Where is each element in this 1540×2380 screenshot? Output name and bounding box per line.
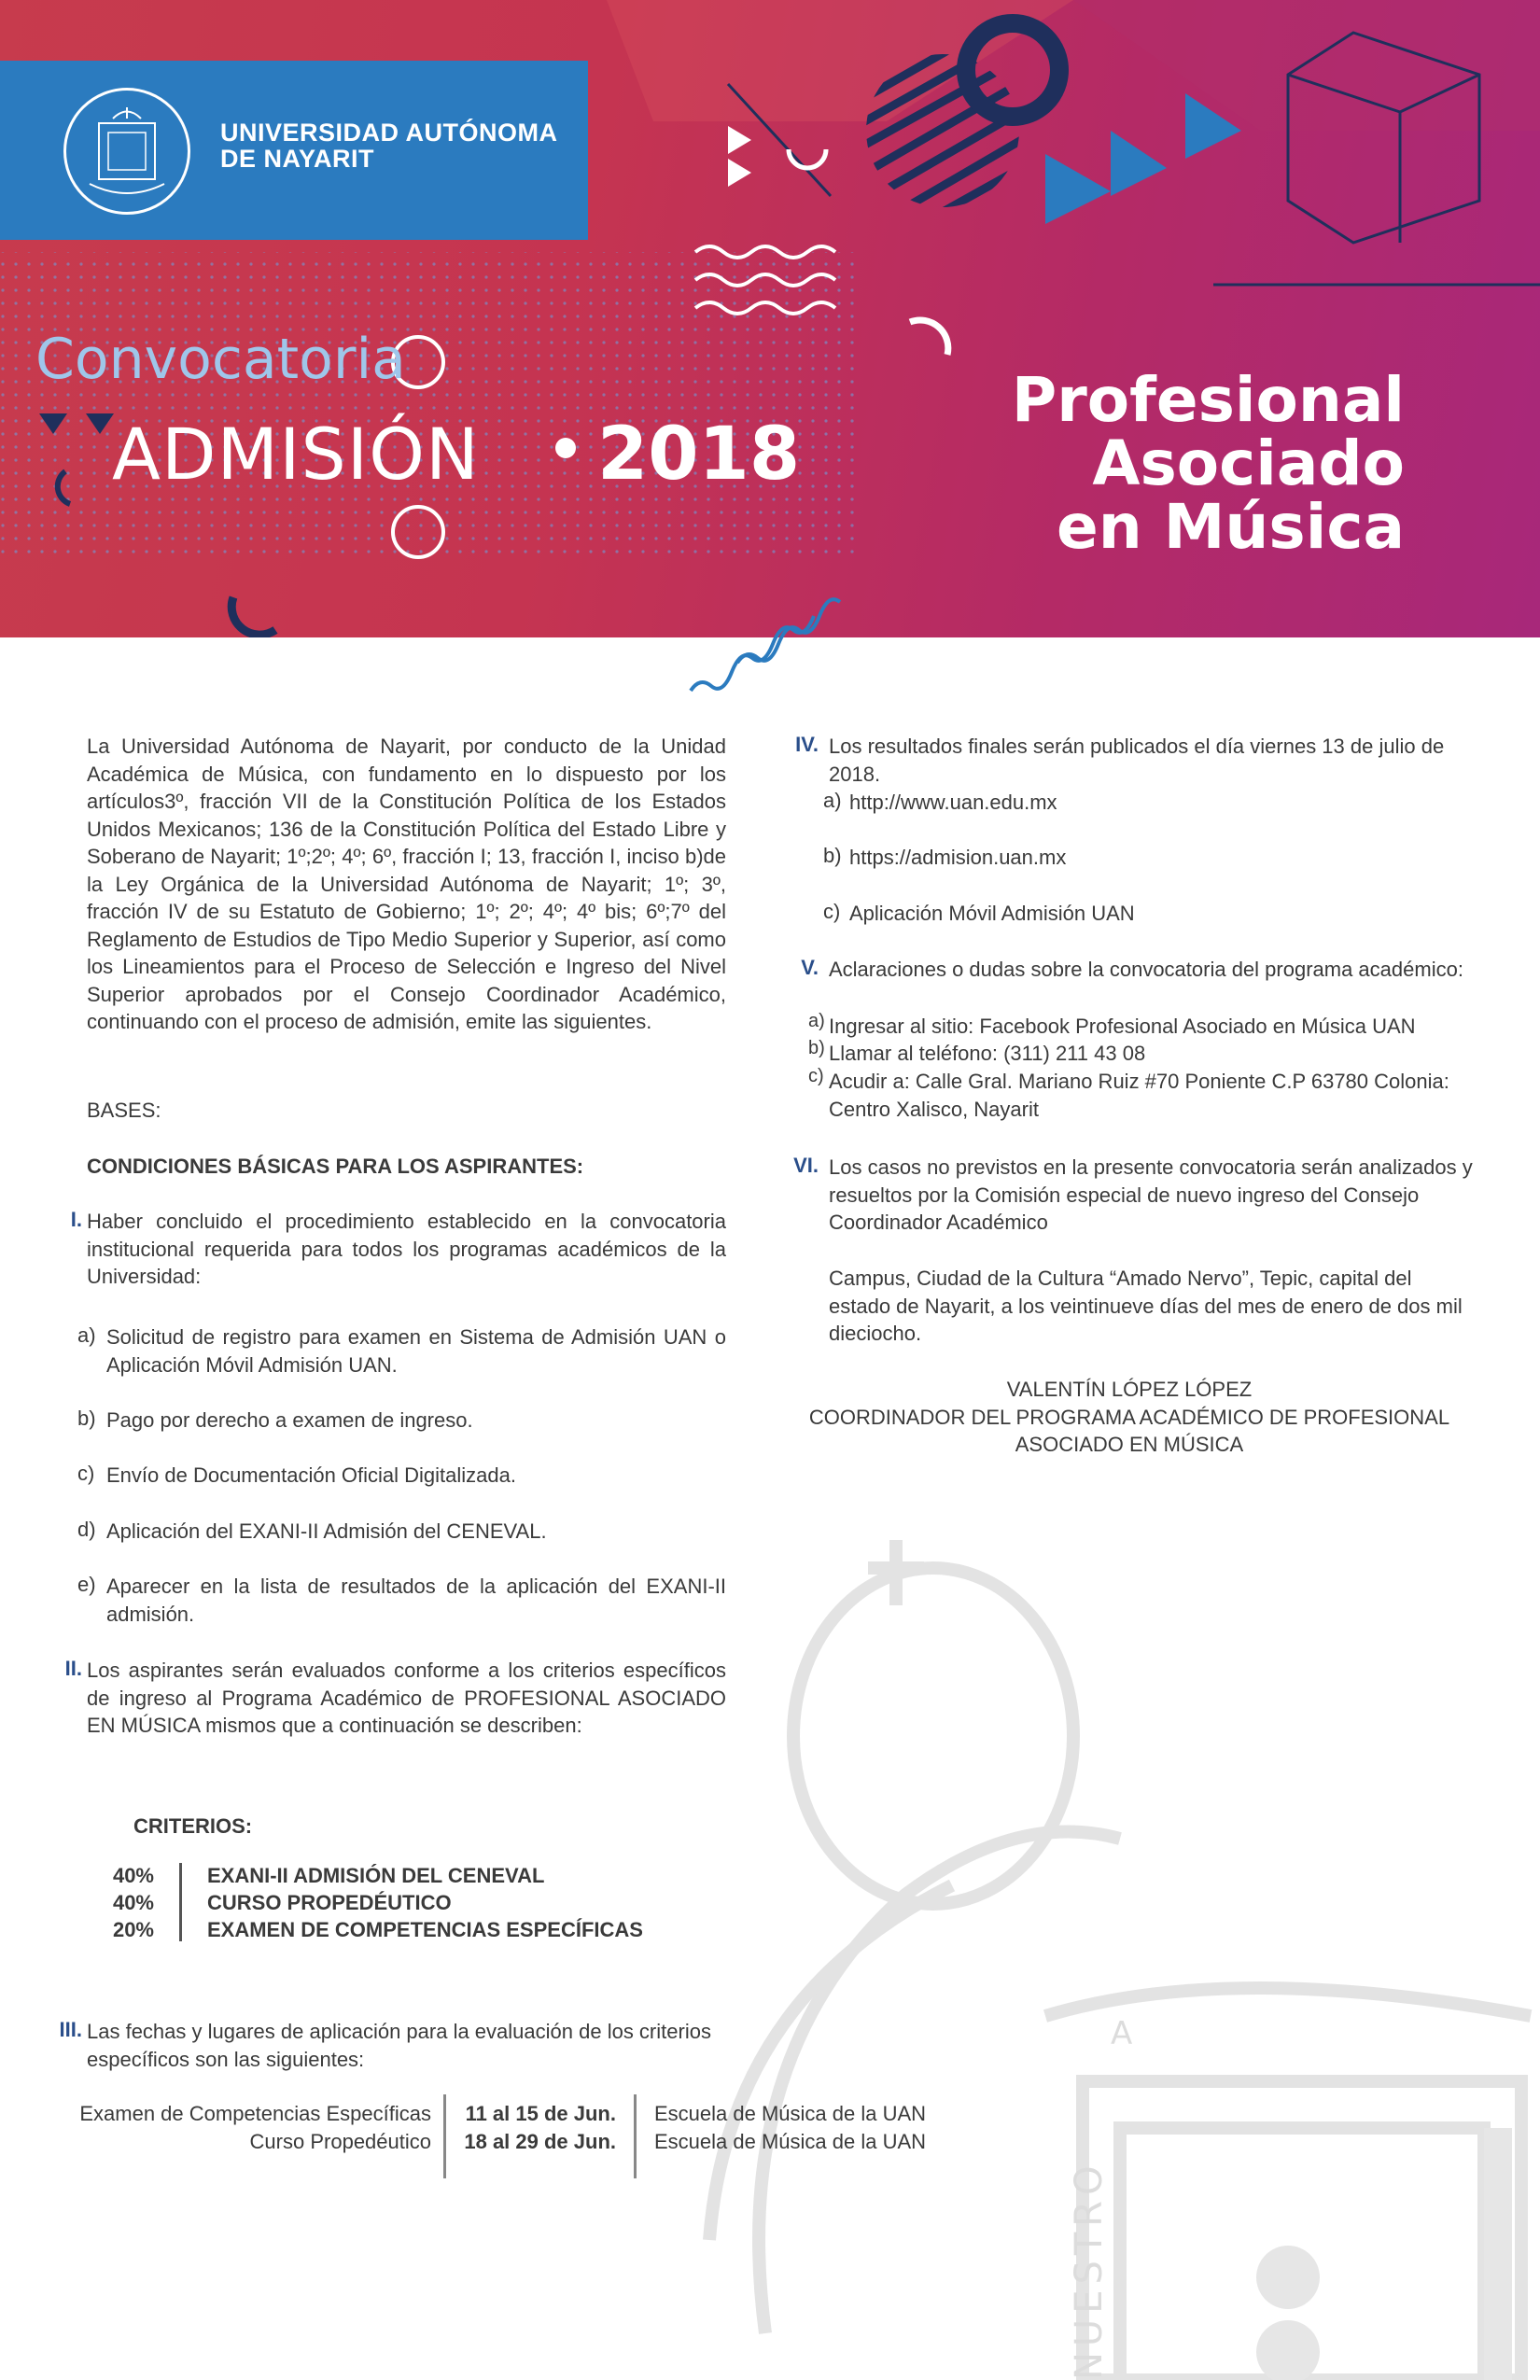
- conditions-heading: CONDICIONES BÁSICAS PARA LOS ASPIRANTES:: [87, 1155, 584, 1178]
- criteria-name: CURSO PROPEDÉUTICO: [207, 1891, 452, 1914]
- arc-icon: [910, 320, 948, 355]
- program-title-line2: Asociado: [1092, 427, 1405, 499]
- list-item: Llamar al teléfono: (311) 211 43 08: [829, 1042, 1146, 1065]
- intro-paragraph: La Universidad Autónoma de Nayarit, por conducto de la Unidad Académica de Música, con fundamento en lo dispuesto por los artículos3º, fracción VII de la Constitución Política de los Estados Unidos Mexicanos; 136 de la Constitución Política del Estado Libre y Soberano de Nayarit; 1º;2º; 4º; 6º, fracción I; 13, fracción I, inciso b)de la Ley Orgánica de la Universidad Autónoma de Nayarit; 1º; 3º, fracción IV de su Estatuto de Gobierno; 1º; 2º; 4º; 4º bis; 6º;7º del Reglamento de Estudios de Tipo Medio Superior y Superior, así como los Lineamientos para el Proceso de Selección e Ingreso del Nivel Superior aprobados por el Consejo Coordinador Académico, continuando con el proceso de admisión, emite las siguientes.: [87, 735, 726, 1033]
- list-item: Pago por derecho a examen de ingreso.: [106, 1408, 473, 1432]
- list-item: Aparecer en la lista de resultados de la aplicación del EXANI-II admisión.: [106, 1575, 726, 1626]
- section-6-text: Los casos no previstos en la presente convocatoria serán analizados y resueltos por la Comisión especial de nuevo ingreso del Consejo Coordinador Académico: [829, 1155, 1473, 1234]
- link-admision[interactable]: https://admision.uan.mx: [849, 846, 1067, 869]
- item-letter: c): [808, 1066, 824, 1086]
- item-letter: b): [823, 844, 842, 867]
- program-title-line3: en Música: [1057, 491, 1405, 563]
- criteria-divider: [179, 1863, 182, 1941]
- university-name-line2: DE NAYARIT: [220, 145, 375, 173]
- watermark-seal: [653, 1493, 1540, 2380]
- list-item: Ingresar al sitio: Facebook Profesional Asociado en Música UAN: [829, 1015, 1416, 1038]
- list-item: Acudir a: Calle Gral. Mariano Ruiz #70 Poniente C.P 63780 Colonia: Centro Xalisco, Nayarit: [829, 1070, 1449, 1121]
- schedule-place: Escuela de Música de la UAN: [654, 2130, 927, 2153]
- item-letter: b): [77, 1407, 96, 1430]
- triangle-icon: [728, 159, 751, 187]
- item-letter: d): [77, 1518, 96, 1541]
- item-letter: c): [77, 1462, 95, 1485]
- schedule-dates: 18 al 29 de Jun.: [464, 2130, 616, 2153]
- link-uan[interactable]: http://www.uan.edu.mx: [849, 791, 1057, 814]
- watermark-letter: A: [1111, 2015, 1133, 2052]
- item-letter: a): [808, 1011, 825, 1031]
- triangle-icon: [1045, 154, 1111, 224]
- schedule-place: Escuela de Música de la UAN: [654, 2102, 927, 2125]
- year-title: 2018: [597, 413, 801, 497]
- criteria-heading: CRITERIOS:: [133, 1814, 253, 1838]
- criteria-name: EXANI-II ADMISIÓN DEL CENEVAL: [207, 1864, 545, 1887]
- schedule-activity: Examen de Competencias Específicas: [79, 2102, 431, 2125]
- university-name: [220, 119, 558, 172]
- arc-icon: [231, 597, 275, 635]
- section-3-numeral: III.: [59, 2018, 82, 2041]
- bases-heading: BASES:: [87, 1099, 161, 1122]
- section-4-text: Los resultados finales serán publicados el día viernes 13 de julio de 2018.: [829, 735, 1445, 786]
- signature-block: [789, 1376, 1470, 1459]
- triangle-icon: [728, 126, 751, 154]
- schedule-divider-2: [634, 2094, 637, 2178]
- section-4-numeral: IV.: [795, 733, 819, 756]
- item-letter: c): [823, 900, 841, 923]
- triangle-icon: [1111, 131, 1167, 196]
- list-item: Aplicación del EXANI-II Admisión del CENEVAL.: [106, 1519, 547, 1543]
- list-item: Aplicación Móvil Admisión UAN: [849, 902, 1135, 925]
- university-logo-box: [0, 61, 588, 240]
- watermark-word: NUESTRO: [1068, 2160, 1111, 2380]
- list-item: Solicitud de registro para examen en Sistema de Admisión UAN o Aplicación Móvil Admisión UAN.: [106, 1325, 726, 1377]
- diagonal-band-2: [1073, 0, 1540, 131]
- closing-paragraph: Campus, Ciudad de la Cultura “Amado Nervo”, Tepic, capital del estado de Nayarit, a los veintinueve días del mes de enero de dos mil dieciocho.: [829, 1267, 1463, 1345]
- university-name-line1: UNIVERSIDAD AUTÓNOMA: [220, 119, 558, 147]
- list-item: Envío de Documentación Oficial Digitalizada.: [106, 1463, 517, 1487]
- program-title-line1: Profesional: [1011, 364, 1405, 436]
- schedule-activity: Curso Propedéutico: [249, 2130, 431, 2153]
- section-2-text: Los aspirantes serán evaluados conforme a los criterios específicos de ingreso al Programa Académico de PROFESIONAL ASOCIADO EN MÚSICA mismos que a continuación se describen:: [87, 1659, 726, 1737]
- item-letter: b): [808, 1038, 825, 1058]
- program-title: [1011, 364, 1405, 563]
- header-banner: [0, 0, 1540, 637]
- schedule-divider-1: [443, 2094, 446, 2178]
- schedule-dates: 11 al 15 de Jun.: [465, 2102, 616, 2125]
- item-letter: a): [823, 789, 842, 812]
- convocatoria-title: Convocatoria: [35, 327, 406, 392]
- section-1-text: Haber concluido el procedimiento establecido en la convocatoria institucional requerida para todos los programas académicos de la Universidad:: [87, 1210, 726, 1288]
- section-5-text: Aclaraciones o dudas sobre la convocatoria del programa académico:: [829, 958, 1463, 981]
- item-letter: e): [77, 1573, 96, 1596]
- signature-title-line2: ASOCIADO EN MÚSICA: [1015, 1433, 1244, 1456]
- section-2-numeral: II.: [64, 1657, 82, 1680]
- section-3-text: Las fechas y lugares de aplicación para la evaluación de los criterios específicos son las siguientes:: [87, 2020, 711, 2071]
- criteria-pct: 40%: [112, 1864, 154, 1887]
- section-5-numeral: V.: [801, 956, 819, 979]
- item-letter: a): [77, 1323, 96, 1347]
- signature-title-line1: COORDINADOR DEL PROGRAMA ACADÉMICO DE PROFESIONAL: [808, 1405, 1450, 1429]
- criteria-pct: 20%: [112, 1918, 154, 1941]
- admision-title: ADMISIÓN: [112, 413, 480, 496]
- criteria-pct: 40%: [112, 1891, 154, 1914]
- criteria-name: EXAMEN DE COMPETENCIAS ESPECÍFICAS: [207, 1918, 643, 1941]
- section-1-numeral: I.: [70, 1208, 82, 1231]
- dot-icon: [555, 438, 576, 458]
- signature-name: VALENTÍN LÓPEZ LÓPEZ: [1006, 1378, 1253, 1401]
- section-6-numeral: VI.: [793, 1154, 819, 1177]
- dot-pattern: [0, 252, 859, 560]
- wave-decoration: [681, 560, 868, 700]
- arc-icon: [789, 149, 826, 168]
- university-seal-icon: [63, 88, 190, 215]
